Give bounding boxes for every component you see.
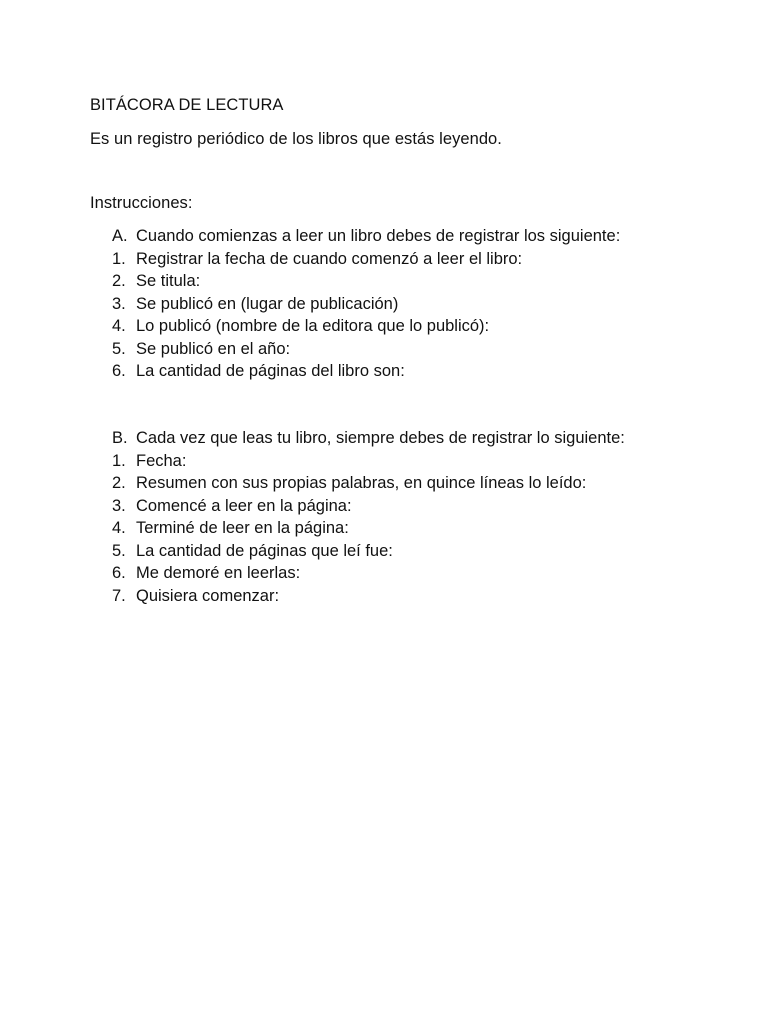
- list-item-text: Se publicó en (lugar de publicación): [136, 294, 399, 313]
- list-marker: 3.: [112, 294, 126, 313]
- list-item: [112, 473, 625, 496]
- list-item: [112, 496, 625, 519]
- list-item: [112, 451, 625, 474]
- list-item: [112, 294, 620, 317]
- list-marker: 1.: [112, 451, 126, 470]
- list-item-text: La cantidad de páginas del libro son:: [136, 362, 405, 380]
- list-marker: 5.: [112, 541, 126, 560]
- list-marker: 2.: [112, 272, 126, 290]
- list-item-text: Registrar la fecha de cuando comenzó a leer el libro:: [136, 249, 523, 268]
- list-item-text: Comencé a leer en la página:: [136, 496, 352, 515]
- list-item-text: Resumen con sus propias palabras, en quince líneas lo leído:: [136, 474, 587, 492]
- list-item-text: Cuando comienzas a leer un libro debes de registrar los siguiente:: [136, 227, 621, 245]
- list-item-text: Cada vez que leas tu libro, siempre debes de registrar lo siguiente:: [136, 429, 625, 447]
- list-marker: B.: [112, 429, 128, 447]
- list-item: [112, 249, 620, 272]
- list-marker: 5.: [112, 339, 126, 358]
- list-item-text: Quisiera comenzar:: [136, 586, 280, 605]
- list-marker: 4.: [112, 317, 126, 335]
- intro-text: Es un registro periódico de los libros que estás leyendo.: [90, 130, 502, 148]
- section-a-list: [112, 226, 620, 384]
- section-b-heading: [112, 428, 625, 451]
- list-marker: 6.: [112, 564, 126, 582]
- list-item-text: Fecha:: [136, 451, 187, 470]
- list-item-text: Se publicó en el año:: [136, 339, 291, 358]
- list-item: [112, 271, 620, 294]
- list-item: [112, 339, 620, 362]
- document-title: BITÁCORA DE LECTURA: [90, 96, 284, 114]
- list-item: [112, 563, 625, 586]
- list-item: [112, 316, 620, 339]
- list-item: [112, 361, 620, 384]
- list-marker: A.: [112, 227, 128, 245]
- list-marker: 4.: [112, 519, 126, 537]
- section-b-list: [112, 428, 625, 608]
- section-a-heading: [112, 226, 620, 249]
- list-marker: 3.: [112, 496, 126, 515]
- list-item-text: Me demoré en leerlas:: [136, 564, 301, 582]
- list-item: [112, 541, 625, 564]
- list-item: [112, 586, 625, 609]
- instructions-label: Instrucciones:: [90, 194, 193, 212]
- list-marker: 1.: [112, 249, 126, 268]
- list-item-text: Terminé de leer en la página:: [136, 519, 349, 537]
- list-marker: 6.: [112, 362, 126, 380]
- list-item: [112, 518, 625, 541]
- list-marker: 7.: [112, 586, 126, 605]
- list-item-text: Se titula:: [136, 272, 201, 290]
- list-item-text: Lo publicó (nombre de la editora que lo publicó):: [136, 317, 490, 335]
- list-marker: 2.: [112, 474, 126, 492]
- list-item-text: La cantidad de páginas que leí fue:: [136, 541, 393, 560]
